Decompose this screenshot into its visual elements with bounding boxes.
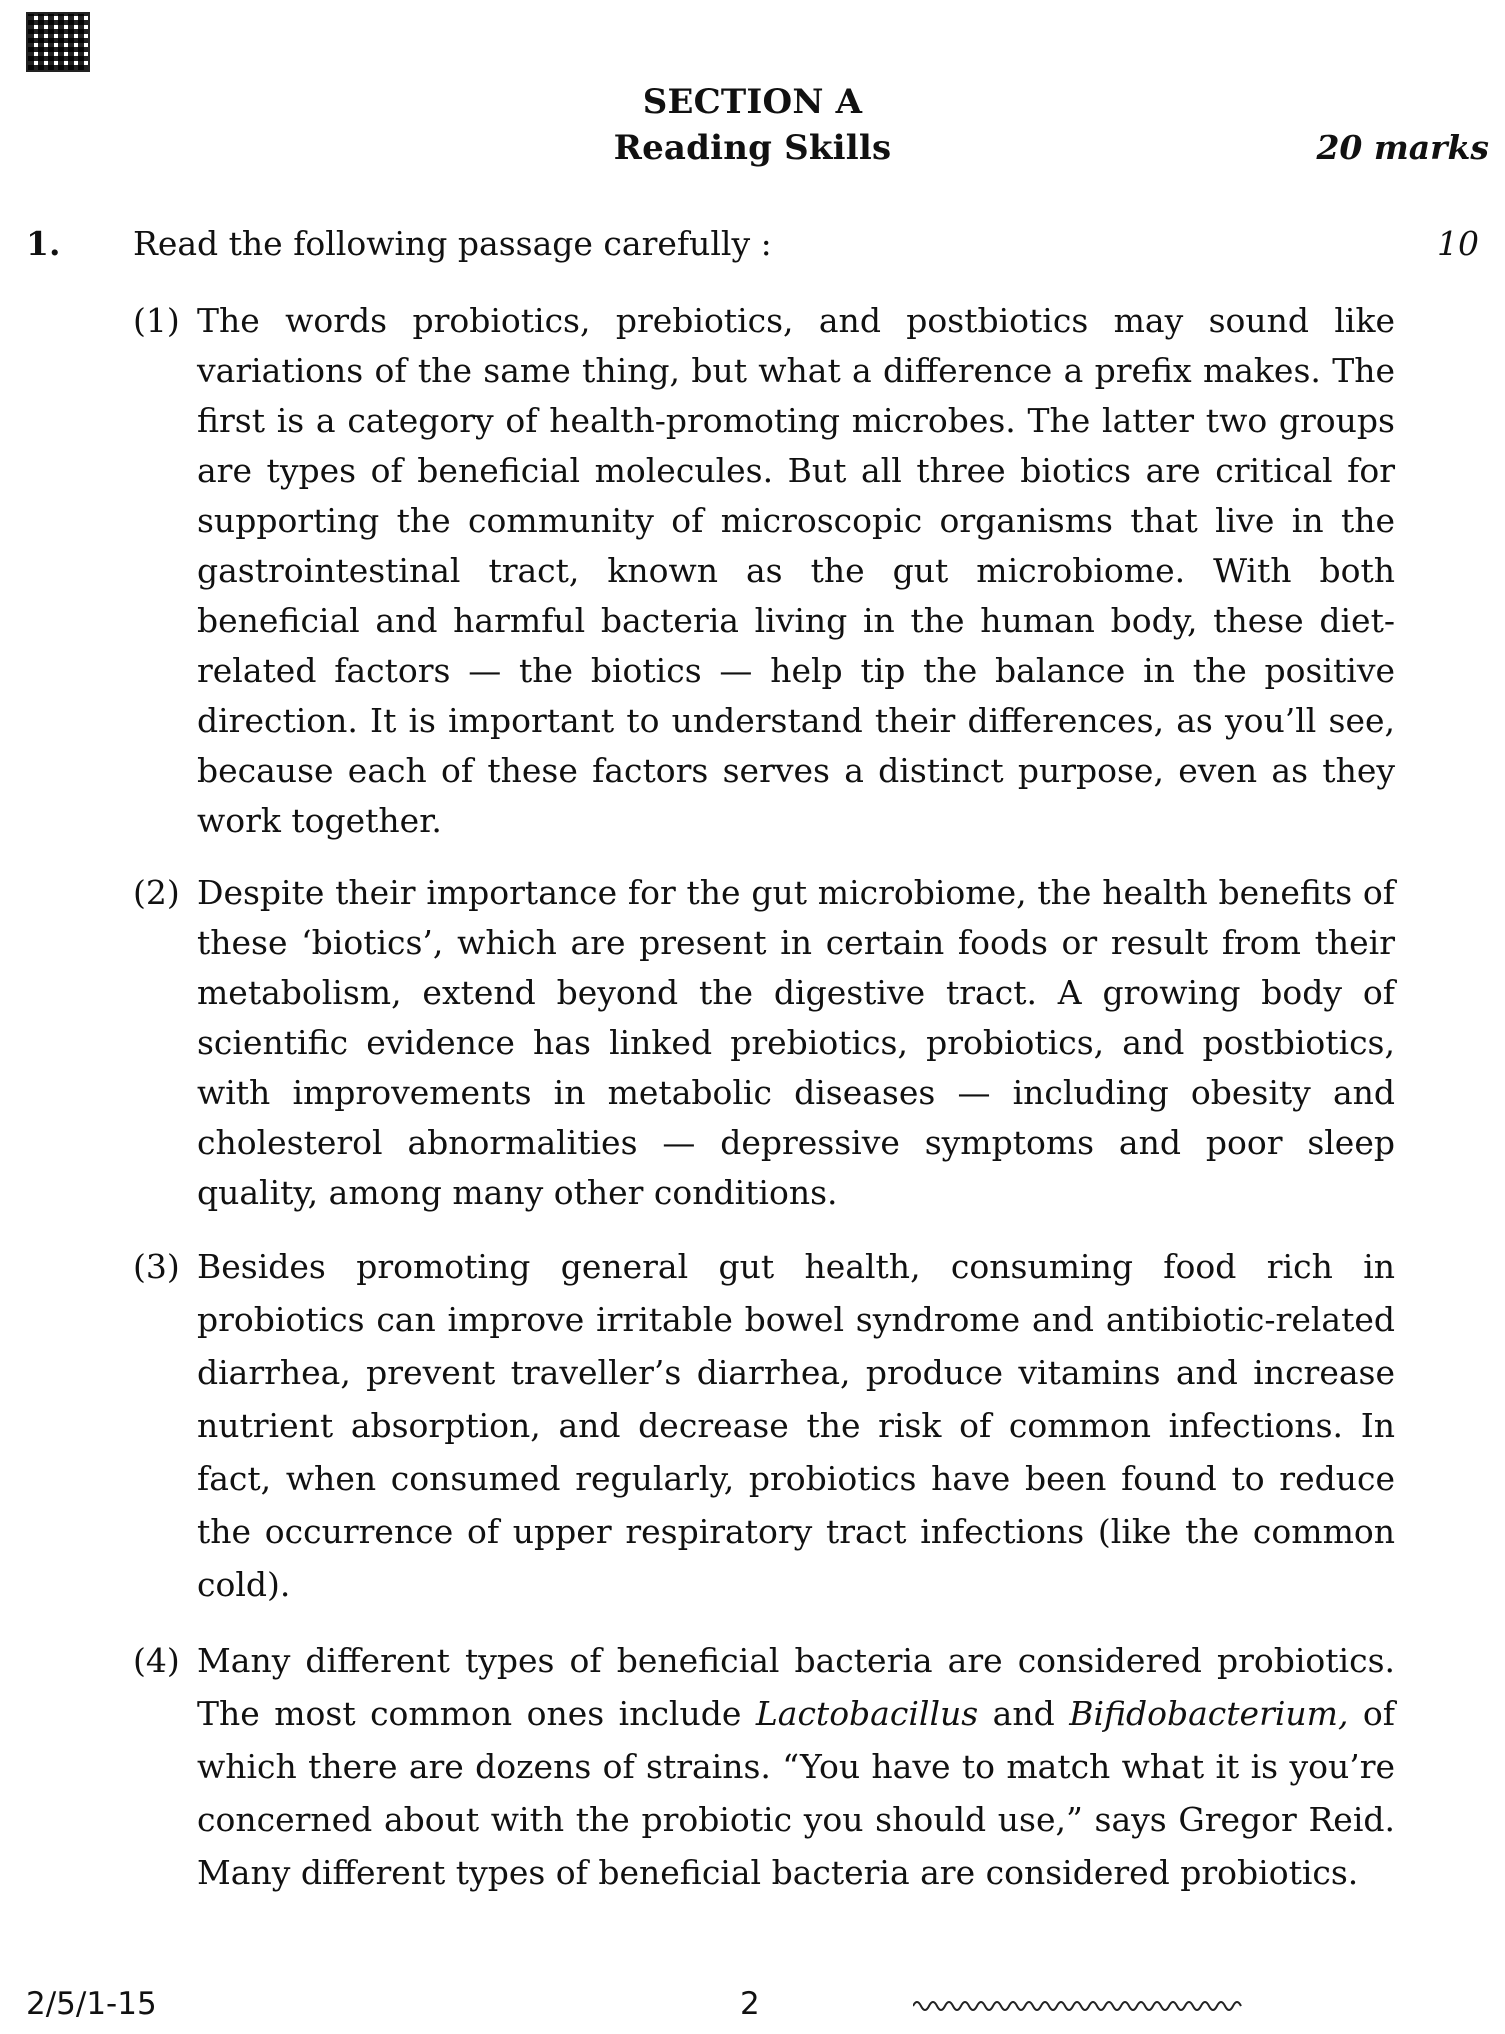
text-segment: and — [978, 1694, 1070, 1733]
page-number: 2 — [740, 1986, 760, 2022]
section-title: SECTION A — [642, 82, 863, 122]
paragraph-number: (2) — [133, 873, 180, 912]
question-number: 1. — [26, 224, 61, 263]
paragraph-number: (4) — [133, 1641, 180, 1680]
paragraph-text: Besides promoting general gut health, consuming food rich in probiotics can improve irritable bowel syndrome and antibiotic-related diarrhea, prevent traveller’s diarrhea, produce vitamins and increase nutrient absorption, and decrease the risk of common infections. In fact, when consumed regularly, probiotics have been found to reduce the occurrence of upper respiratory tract infections (like the common cold). — [197, 1247, 1395, 1604]
question-prompt: Read the following passage carefully : — [133, 224, 772, 263]
paragraph-text: Despite their importance for the gut microbiome, the health benefits of these ‘biotics’, which are present in certain foods or result from their metabolism, extend beyond the digestive tract. A growing body of scientific evidence has linked prebiotics, probiotics, and postbiotics, with improvements in metabolic diseases — including obesity and cholesterol abnormalities — depressive symptoms and poor sleep quality, among many other conditions. — [197, 873, 1395, 1212]
wave-ornament — [913, 1998, 1243, 2014]
section-marks: 20 marks — [1316, 128, 1489, 167]
italic-term: Lactobacillus — [755, 1694, 979, 1733]
section-subtitle: Reading Skills — [613, 128, 892, 168]
qr-code — [26, 12, 90, 72]
italic-term: Bifidobacterium, — [1069, 1694, 1349, 1733]
paragraph-text: The words probiotics, prebiotics, and postbiotics may sound like variations of the same thing, but what a difference a prefix makes. The first is a category of health-promoting microbes. The latter two groups are types of beneficial molecules. But all three biotics are critical for supporting the community of microscopic organisms that live in the gastrointestinal tract, known as the gut microbiome. With both beneficial and harmful bacteria living in the human body, these diet-related factors — the biotics — help tip the balance in the positive direction. It is important to understand their differences, as you’ll see, because each of these factors serves a distinct purpose, even as they work together. — [197, 301, 1395, 840]
paragraph-number: (1) — [133, 301, 180, 340]
paragraph-number: (3) — [133, 1247, 180, 1286]
paper-code: 2/5/1-15 — [26, 1986, 157, 2022]
text-segment: of which there are dozens of strains. “You have to match what it is you’re concerned about with the probiotic you should use,” says Gregor Reid. Many different types of beneficial bacteria are considered probiotics. — [197, 1694, 1395, 1892]
paragraph-text — [197, 1634, 1395, 1899]
question-marks: 10 — [1437, 224, 1479, 263]
text-segment: Many different types of beneficial bacteria are considered probiotics. The most common ones include — [197, 1641, 1395, 1733]
